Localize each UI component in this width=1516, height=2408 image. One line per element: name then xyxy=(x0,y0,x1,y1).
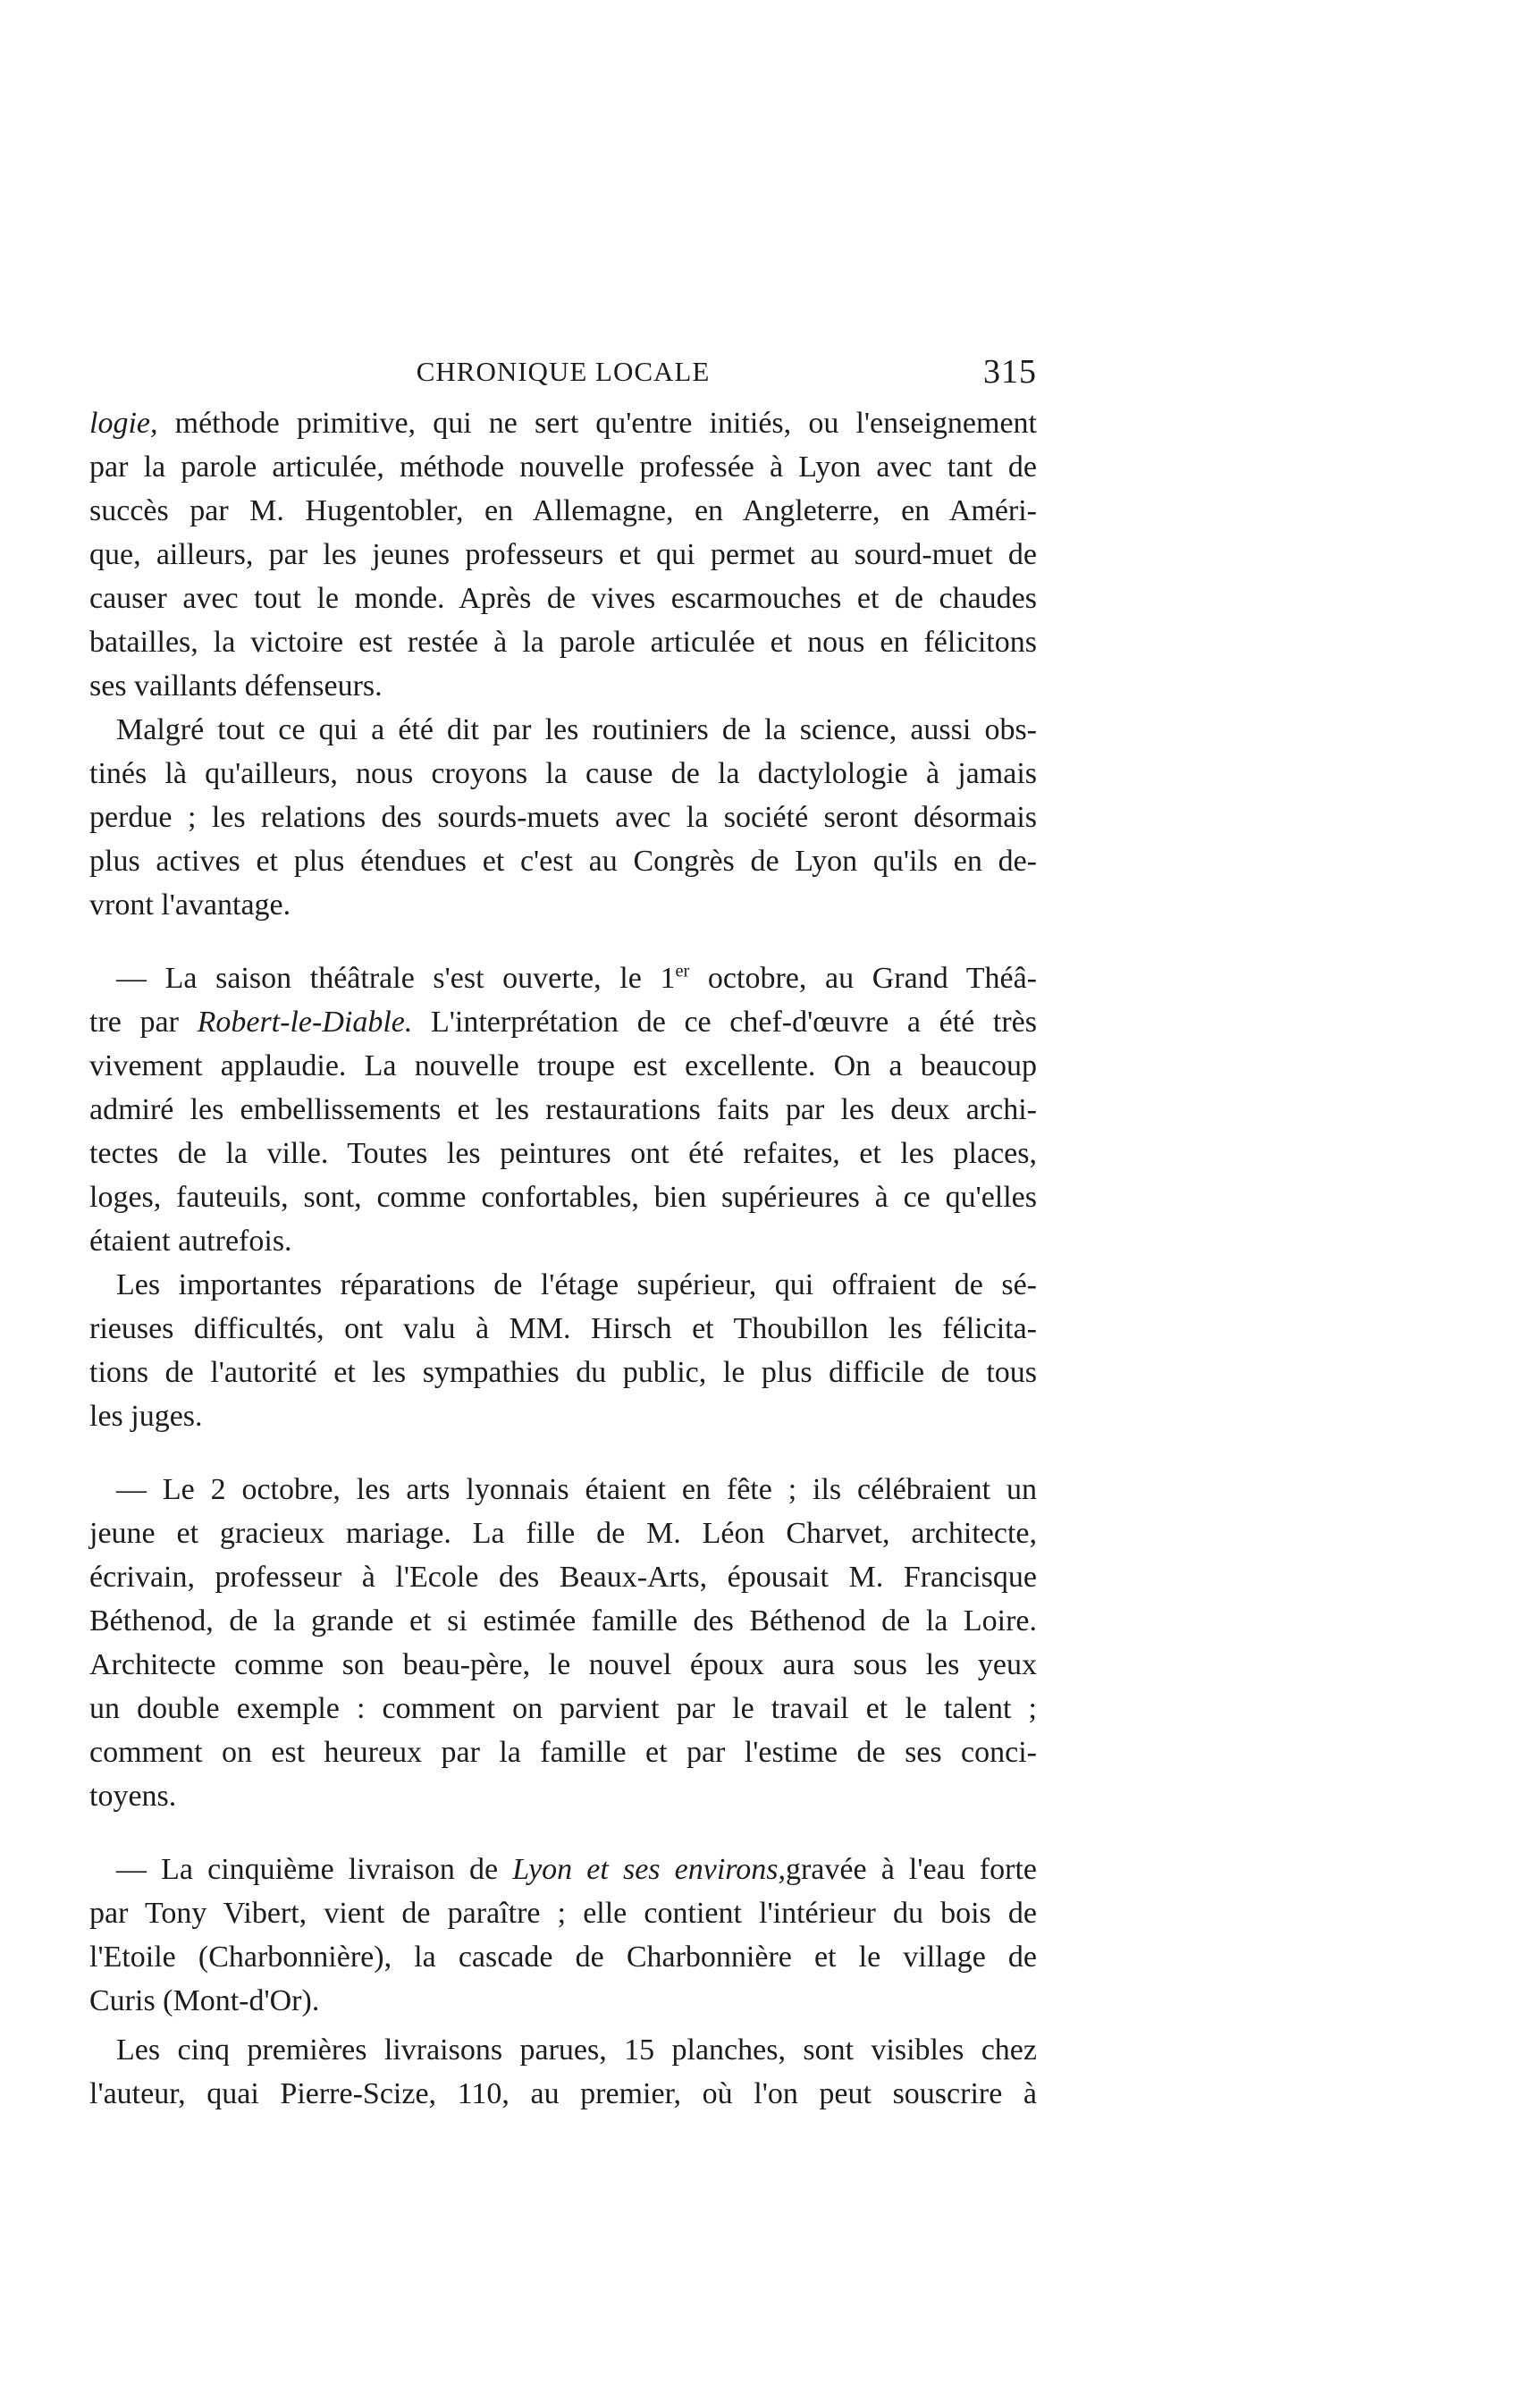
text-line: tinés là qu'ailleurs, nous croyons la cause de la dactylologie à jamais xyxy=(89,757,1037,790)
text-span: — La cinquième livraison de xyxy=(116,1853,513,1886)
text-line: causer avec tout le monde. Après de vives escarmouches et de chaudes xyxy=(89,582,1037,615)
text-line: étaient autrefois. xyxy=(89,1225,292,1258)
text-line xyxy=(89,1848,1037,1891)
text-line: toyens. xyxy=(89,1780,177,1813)
text-line: succès par M. Hugentobler, en Allemagne, en Angleterre, en Améri- xyxy=(89,494,1037,527)
text-line: vivement applaudie. La nouvelle troupe est excellente. On a beaucoup xyxy=(89,1049,1037,1082)
text-span: gravée à l'eau forte xyxy=(785,1853,1037,1886)
section-gap xyxy=(89,927,1037,956)
text-line xyxy=(89,401,1037,445)
text-line: Béthenod, de la grande et si estimée famille des Béthenod de la Loire. xyxy=(89,1604,1037,1638)
text-line: rieuses difficultés, ont valu à MM. Hirsch et Thoubillon les félicita- xyxy=(89,1312,1037,1345)
text-line: plus actives et plus étendues et c'est au Congrès de Lyon qu'ils en de- xyxy=(89,845,1037,878)
text-span: octobre, au Grand Théâ- xyxy=(689,962,1038,995)
text-line: loges, fauteuils, sont, comme confortables, bien supérieures à ce qu'elles xyxy=(89,1181,1037,1214)
text-line: que, ailleurs, par les jeunes professeurs et qui permet au sourd-muet de xyxy=(89,538,1037,571)
text-line: tectes de la ville. Toutes les peintures ont été refaites, et les places, xyxy=(89,1137,1037,1170)
text-line xyxy=(89,956,1037,1000)
text-line: l'auteur, quai Pierre-Scize, 110, au premier, où l'on peut souscrire à xyxy=(89,2077,1037,2110)
text-line: — Le 2 octobre, les arts lyonnais étaient en fête ; ils célébraient un xyxy=(116,1473,1037,1506)
text-line: Curis (Mont-d'Or). xyxy=(89,1984,320,2017)
text-span: tre par xyxy=(89,1006,198,1039)
text-line: admiré les embellissements et les restaurations faits par les deux archi- xyxy=(89,1093,1037,1126)
text-line: par la parole articulée, méthode nouvelle professée à Lyon avec tant de xyxy=(89,450,1037,484)
text-line: comment on est heureux par la famille et par l'estime de ses conci- xyxy=(89,1736,1037,1769)
body-text xyxy=(89,401,1037,2116)
text-span: — La saison théâtrale s'est ouverte, le 1 xyxy=(116,962,676,995)
text-line: par Tony Vibert, vient de paraître ; elle contient l'intérieur du bois de xyxy=(89,1897,1037,1930)
text-line: un double exemple : comment on parvient par le travail et le talent ; xyxy=(89,1692,1037,1725)
text-line: vront l'avantage. xyxy=(89,888,291,922)
text-line: Les cinq premières livraisons parues, 15 planches, sont visibles chez xyxy=(116,2033,1037,2067)
text-line: écrivain, professeur à l'Ecole des Beaux-Arts, épousait M. Francisque xyxy=(89,1561,1037,1594)
text-line xyxy=(89,1000,1037,1044)
text-line: tions de l'autorité et les sympathies du public, le plus difficile de tous xyxy=(89,1356,1037,1389)
text-line: jeune et gracieux mariage. La fille de M. Léon Charvet, architecte, xyxy=(89,1517,1037,1550)
text-line: Les importantes réparations de l'étage supérieur, qui offraient de sé- xyxy=(116,1268,1037,1301)
italic-text: Robert-le-Diable. xyxy=(197,1006,413,1039)
text-span: méthode primitive, qui ne sert qu'entre initiés, ou l'enseignement xyxy=(157,407,1037,440)
running-title: CHRONIQUE LOCALE xyxy=(416,356,711,387)
page-number: 315 xyxy=(983,353,1037,391)
running-head xyxy=(89,345,1037,399)
text-line: les juges. xyxy=(89,1400,203,1433)
text-line: ses vaillants défenseurs. xyxy=(89,669,383,703)
text-span: L'interprétation de ce chef-d'œuvre a été très xyxy=(412,1006,1037,1039)
text-line: Malgré tout ce qui a été dit par les routiniers de la science, aussi obs- xyxy=(116,713,1037,746)
italic-text: Lyon et ses environs, xyxy=(512,1853,786,1886)
text-line: perdue ; les relations des sourds-muets avec la société seront désormais xyxy=(89,801,1037,834)
superscript: er xyxy=(675,961,690,981)
text-line: l'Etoile (Charbonnière), la cascade de Charbonnière et le village de xyxy=(89,1941,1037,1974)
italic-text: logie, xyxy=(89,407,158,440)
text-line: batailles, la victoire est restée à la parole articulée et nous en félicitons xyxy=(89,626,1037,659)
section-gap xyxy=(89,1438,1037,1468)
section-gap xyxy=(89,1818,1037,1848)
text-line: Architecte comme son beau-père, le nouvel époux aura sous les yeux xyxy=(89,1648,1037,1681)
